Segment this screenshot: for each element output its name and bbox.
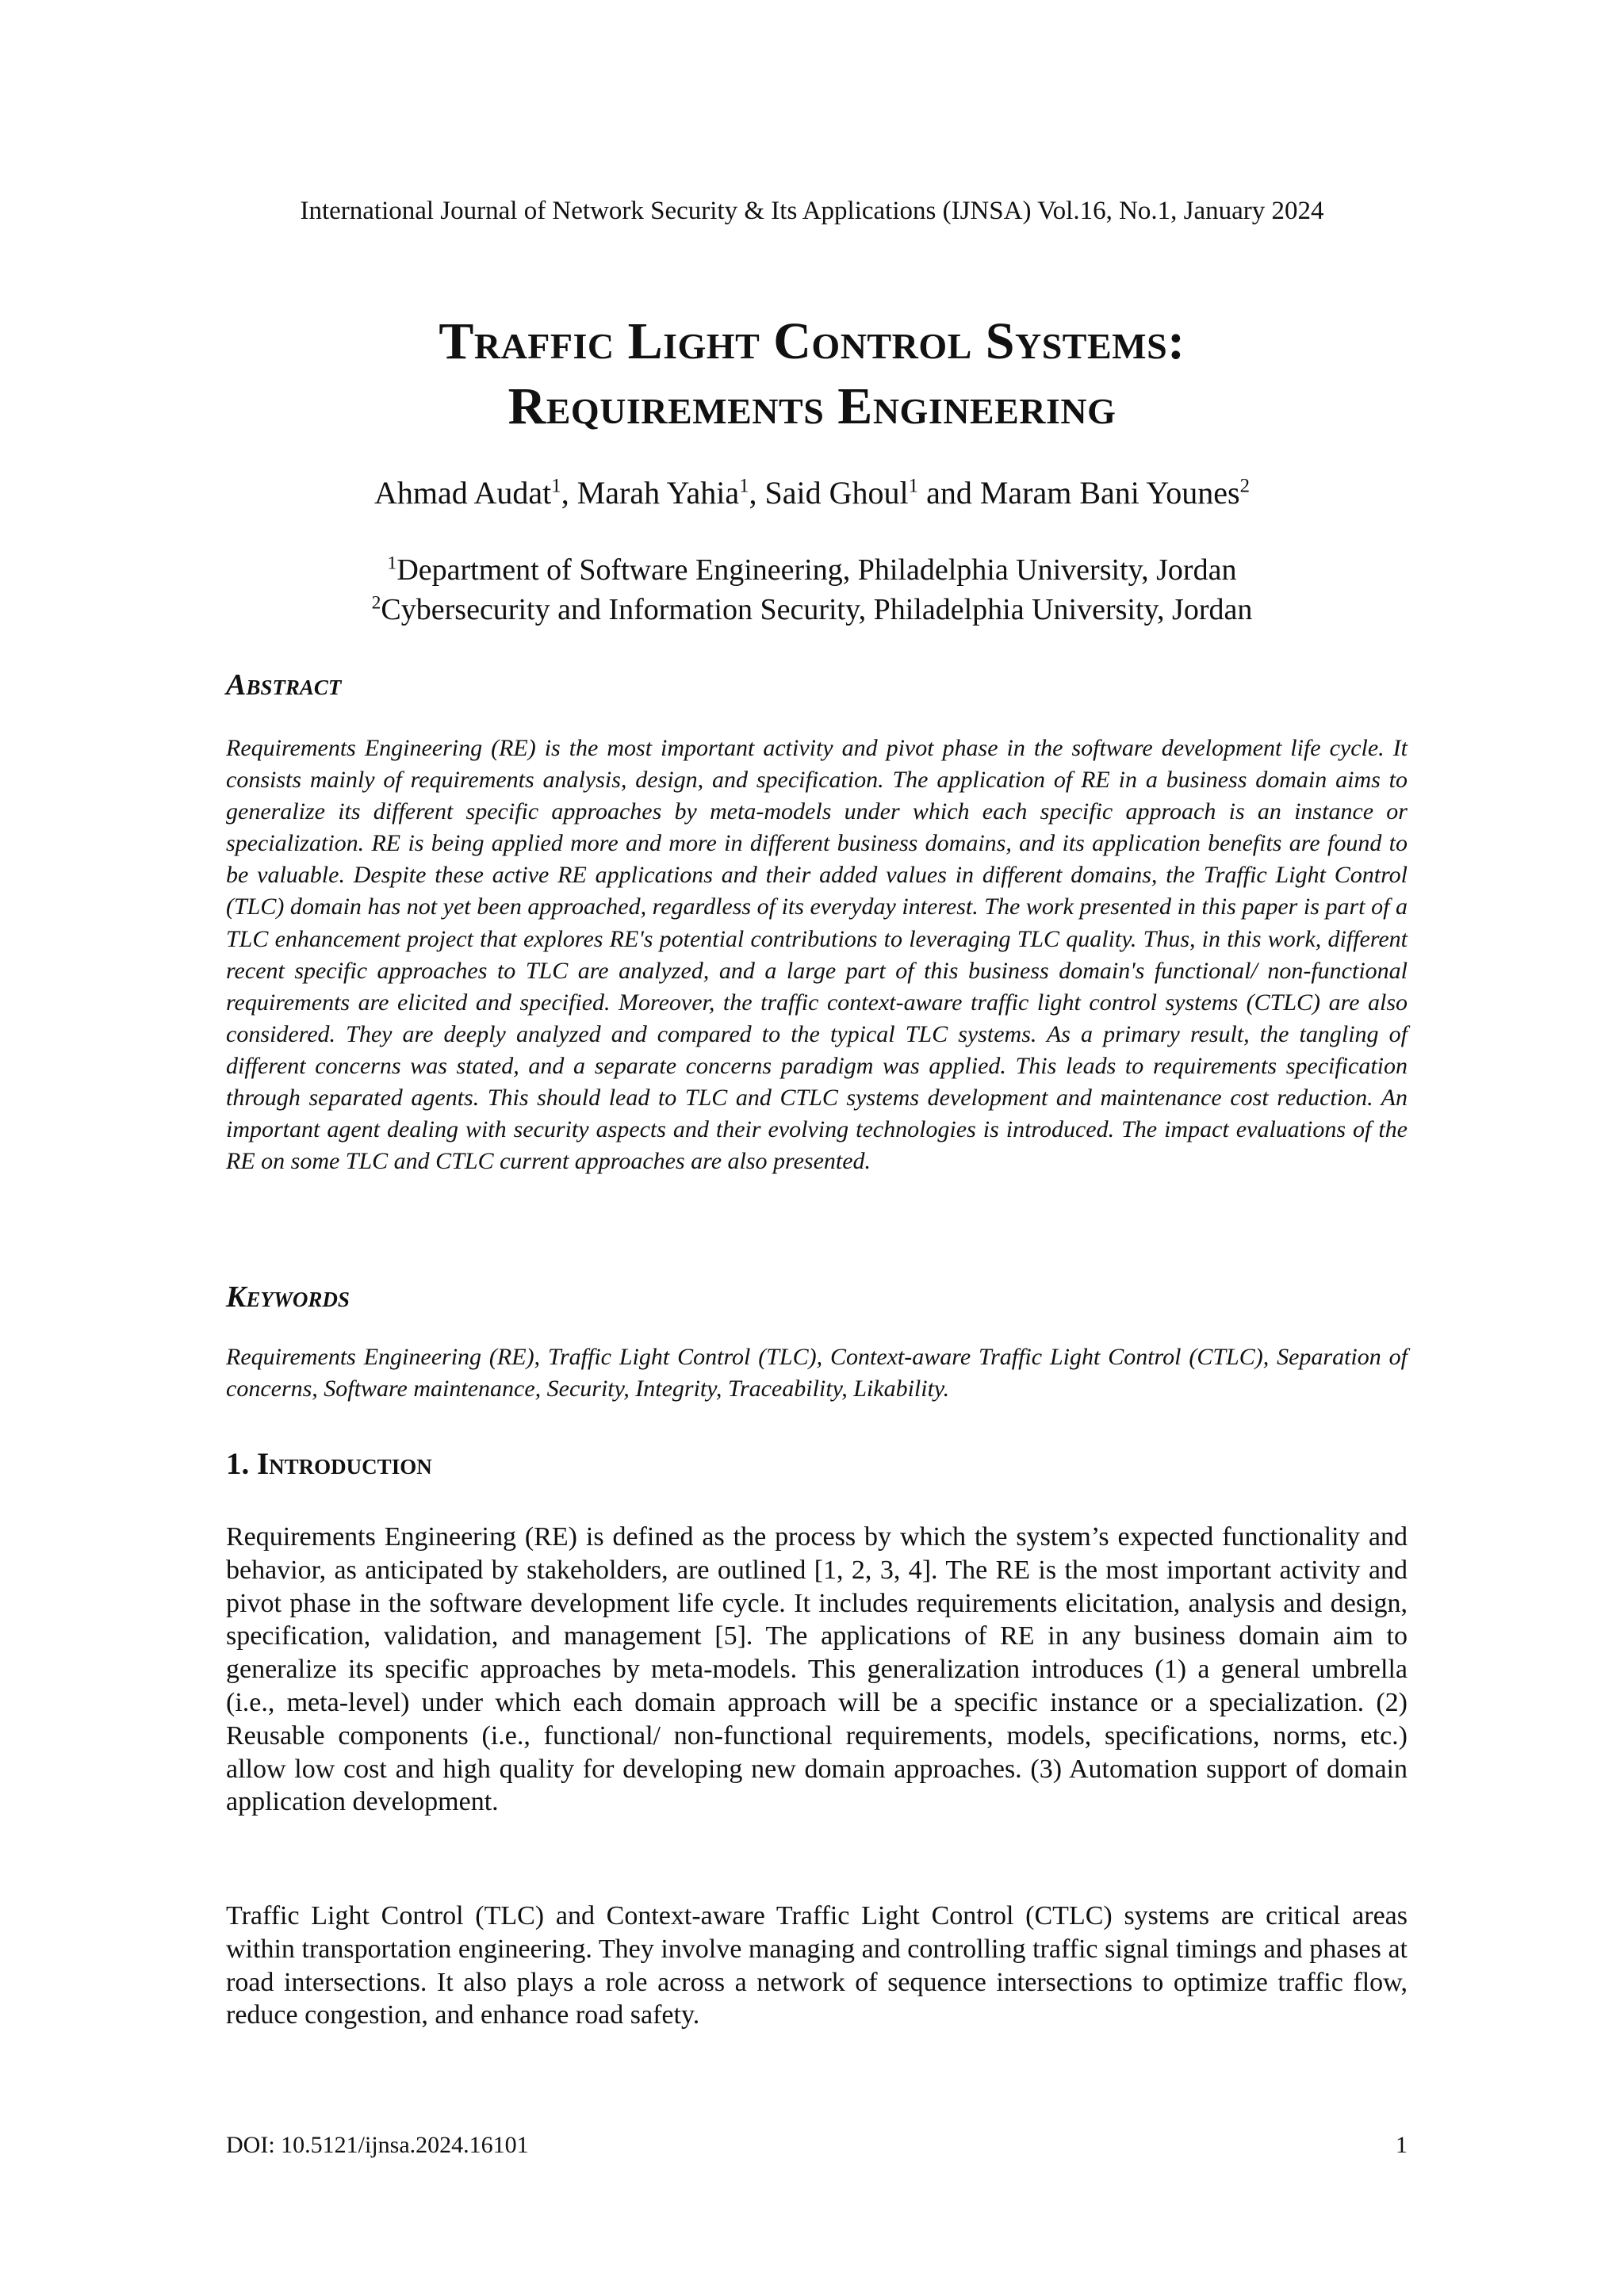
author-affiliation-mark: 2 [1239,475,1251,497]
affiliation-line [0,590,1624,629]
author-list [0,474,1624,512]
affiliation-text: Cybersecurity and Information Security, Philadelphia University, Jordan [381,593,1253,626]
author-affiliation-mark: 1 [908,475,919,497]
journal-running-header: International Journal of Network Security & Its Applications (IJNSA) Vol.16, No.1, January 2024 [300,197,1324,225]
introduction-paragraph-2: Traffic Light Control (TLC) and Context-aware Traffic Light Control (CTLC) systems are critical areas within transportation engineering. They involve managing and controlling traffic signal timings and phases at road intersections. It also plays a role across a network of sequence intersections to optimize traffic flow, reduce congestion, and enhance road safety. [226,1901,1408,2030]
paper-title [0,309,1624,439]
author-name: Maram Bani Younes [979,475,1240,511]
author-separator: and [918,475,980,511]
author-affiliation-mark: 1 [739,475,749,497]
paper-title-line-1: Traffic Light Control Systems: [439,312,1185,370]
author-affiliation-mark: 1 [551,475,561,497]
affiliation-text: Department of Software Engineering, Philadelphia University, Jordan [396,553,1237,587]
affiliation-mark: 2 [371,592,381,614]
abstract-text: Requirements Engineering (RE) is the most important activity and pivot phase in the software development life cycle. It consists mainly of requirements analysis, design, and specification. The application of RE in a business domain aims to generalize its different specific approaches by meta-models under which each specific approach is an instance or specialization. RE is being applied more and more in different business domains, and its application benefits are found to be valuable. Despite these active RE applications and their added values in different domains, the Traffic Light Control (TLC) domain has not yet been approached, regardless of its everyday interest. The work presented in this paper is part of a TLC enhancement project that explores RE's potential contributions to leveraging TLC quality. Thus, in this work, different recent specific approaches to TLC are analyzed, and a large part of this business domain's functional/ non-functional requirements are elicited and specified. Moreover, the traffic context-aware traffic light control systems (CTLC) are also considered. They are deeply analyzed and compared to the typical TLC systems. As a primary result, the tangling of different concerns was stated, and a separate concerns paradigm was applied. This leads to requirements specification through separated agents. This should lead to TLC and CTLC systems development and maintenance cost reduction. An important agent dealing with security aspects and their evolving technologies is introduced. The impact evaluations of the RE on some TLC and CTLC current approaches are also presented. [226,735,1408,1175]
author-separator: , [749,475,765,511]
author-name: Said Ghoul [764,475,909,511]
keywords-text: Requirements Engineering (RE), Traffic Light Control (TLC), Context-aware Traffic Light Control (CTLC), Separation of concerns, Software maintenance, Security, Integrity, Traceability, Likability. [226,1344,1408,1402]
doi-footer: DOI: 10.5121/ijnsa.2024.16101 [226,2132,529,2158]
affiliation-line [0,550,1624,590]
paper-title-line-2: Requirements Engineering [508,377,1116,435]
introduction-paragraph-1: Requirements Engineering (RE) is defined as the process by which the system’s expected functionality and behavior, as anticipated by stakeholders, are outlined [1, 2, 3, 4]. The RE is the most important activity and pivot phase in the software development life cycle. It includes requirements elicitation, analysis and design, specification, validation, and management [5]. The applications of RE in any business domain aim to generalize its specific approaches by meta-models. This generalization introduces (1) a general umbrella (i.e., meta-level) under which each domain approach will be a specific instance or a specialization. (2) Reusable components (i.e., functional/ non-functional requirements, models, specifications, norms, etc.) allow low cost and high quality for developing new domain approaches. (3) Automation support of domain application development. [226,1522,1408,1817]
affiliation-mark: 1 [387,553,397,574]
keywords-heading: Keywords [226,1280,350,1314]
affiliation-list [0,550,1624,629]
author-name: Marah Yahia [576,475,740,511]
author-separator: , [561,475,577,511]
abstract-heading: Abstract [226,668,342,702]
author-name: Ahmad Audat [373,475,552,511]
introduction-heading: 1. Introduction [226,1447,432,1481]
page-number: 1 [1396,2132,1408,2158]
